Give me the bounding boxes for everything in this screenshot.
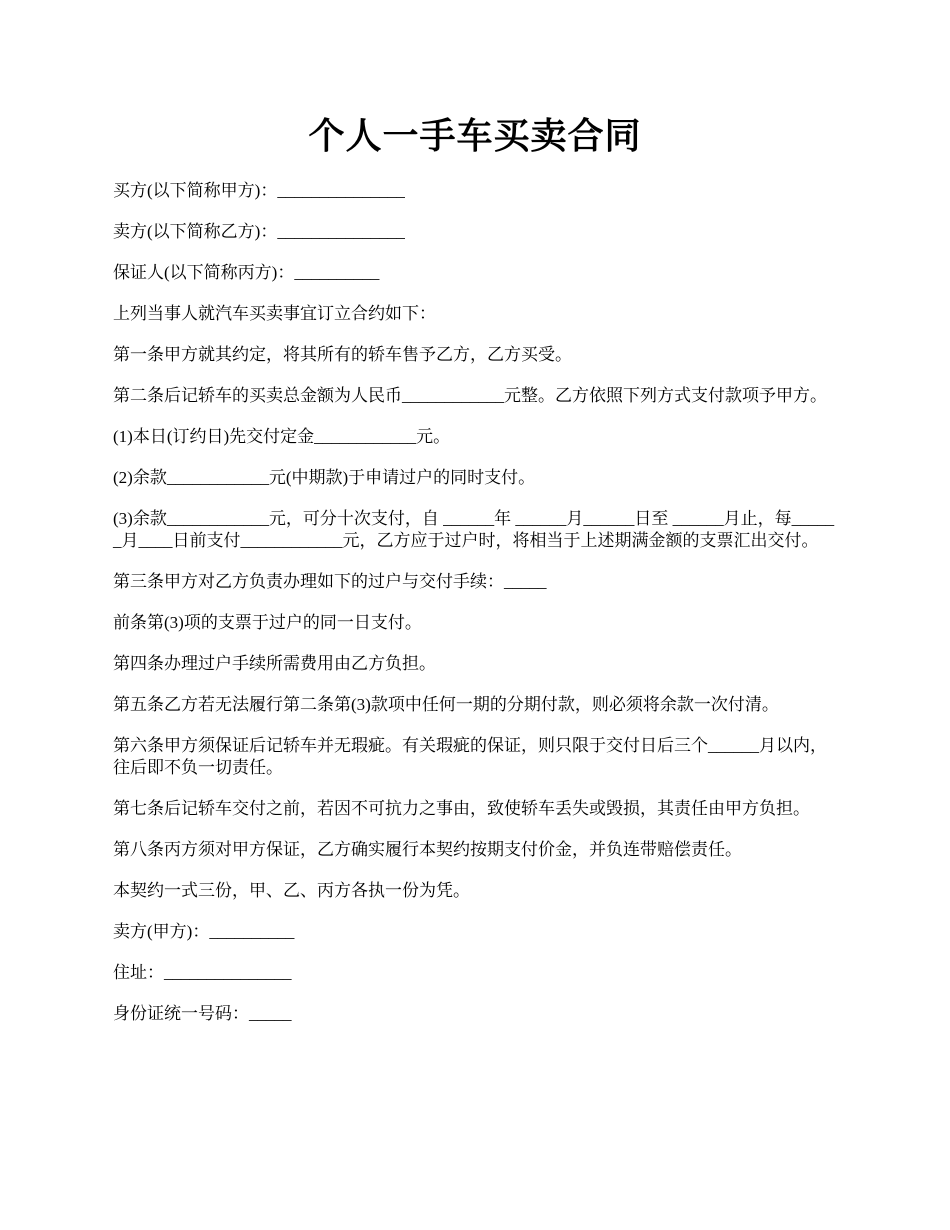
article-1: 第一条甲方就其约定，将其所有的轿车售予乙方，乙方买受。 <box>113 345 572 364</box>
address-line: 住址：_______________ <box>113 963 292 982</box>
article-3: 第三条甲方对乙方负责办理如下的过户与交付手续：_____ <box>113 572 547 591</box>
payment-item-2: (2)余款____________元(中期款)于申请过户的同时支付。 <box>113 468 536 487</box>
preamble: 上列当事人就汽车买卖事宜订立合约如下： <box>113 304 436 323</box>
article-5: 第五条乙方若无法履行第二条第(3)款项中任何一期的分期付款，则必须将余款一次付清。 <box>113 695 779 714</box>
article-8: 第八条丙方须对甲方保证，乙方确实履行本契约按期支付价金，并负连带赔偿责任。 <box>113 840 742 859</box>
payment-item-1: (1)本日(订约日)先交付定金____________元。 <box>113 427 451 446</box>
article-6: 第六条甲方须保证后记轿车并无瑕疵。有关瑕疵的保证，则只限于交付日后三个______月以内，往后即不负一切责任。 <box>113 736 827 777</box>
article-2: 第二条后记轿车的买卖总金额为人民币____________元整。乙方依照下列方式支付款项予甲方。 <box>113 386 827 405</box>
document-title: 个人一手车买卖合同 <box>308 116 642 156</box>
buyer-line: 买方(以下简称甲方)：_______________ <box>113 181 405 200</box>
guarantor-line: 保证人(以下简称丙方)：__________ <box>113 263 380 282</box>
article-3-note: 前条第(3)项的支票于过户的同一日支付。 <box>113 613 422 632</box>
seller-signature-line: 卖方(甲方)：__________ <box>113 922 295 941</box>
seller-line: 卖方(以下简称乙方)：_______________ <box>113 222 405 241</box>
article-7: 第七条后记轿车交付之前，若因不可抗力之事由，致使轿车丢失或毁损，其责任由甲方负担。 <box>113 799 810 818</box>
document-body <box>113 180 841 1044</box>
payment-item-3: (3)余款____________元，可分十次支付，自 ______年 ______月______日至 ______月止，每______月____日前支付____________元，乙方应于过户时，将相当于上述期满金额的支票汇出交付。 <box>113 509 835 550</box>
id-number-line: 身份证统一号码：_____ <box>113 1004 292 1023</box>
article-4: 第四条办理过户手续所需费用由乙方负担。 <box>113 654 436 673</box>
copies-clause: 本契约一式三份，甲、乙、丙方各执一份为凭。 <box>113 881 470 900</box>
